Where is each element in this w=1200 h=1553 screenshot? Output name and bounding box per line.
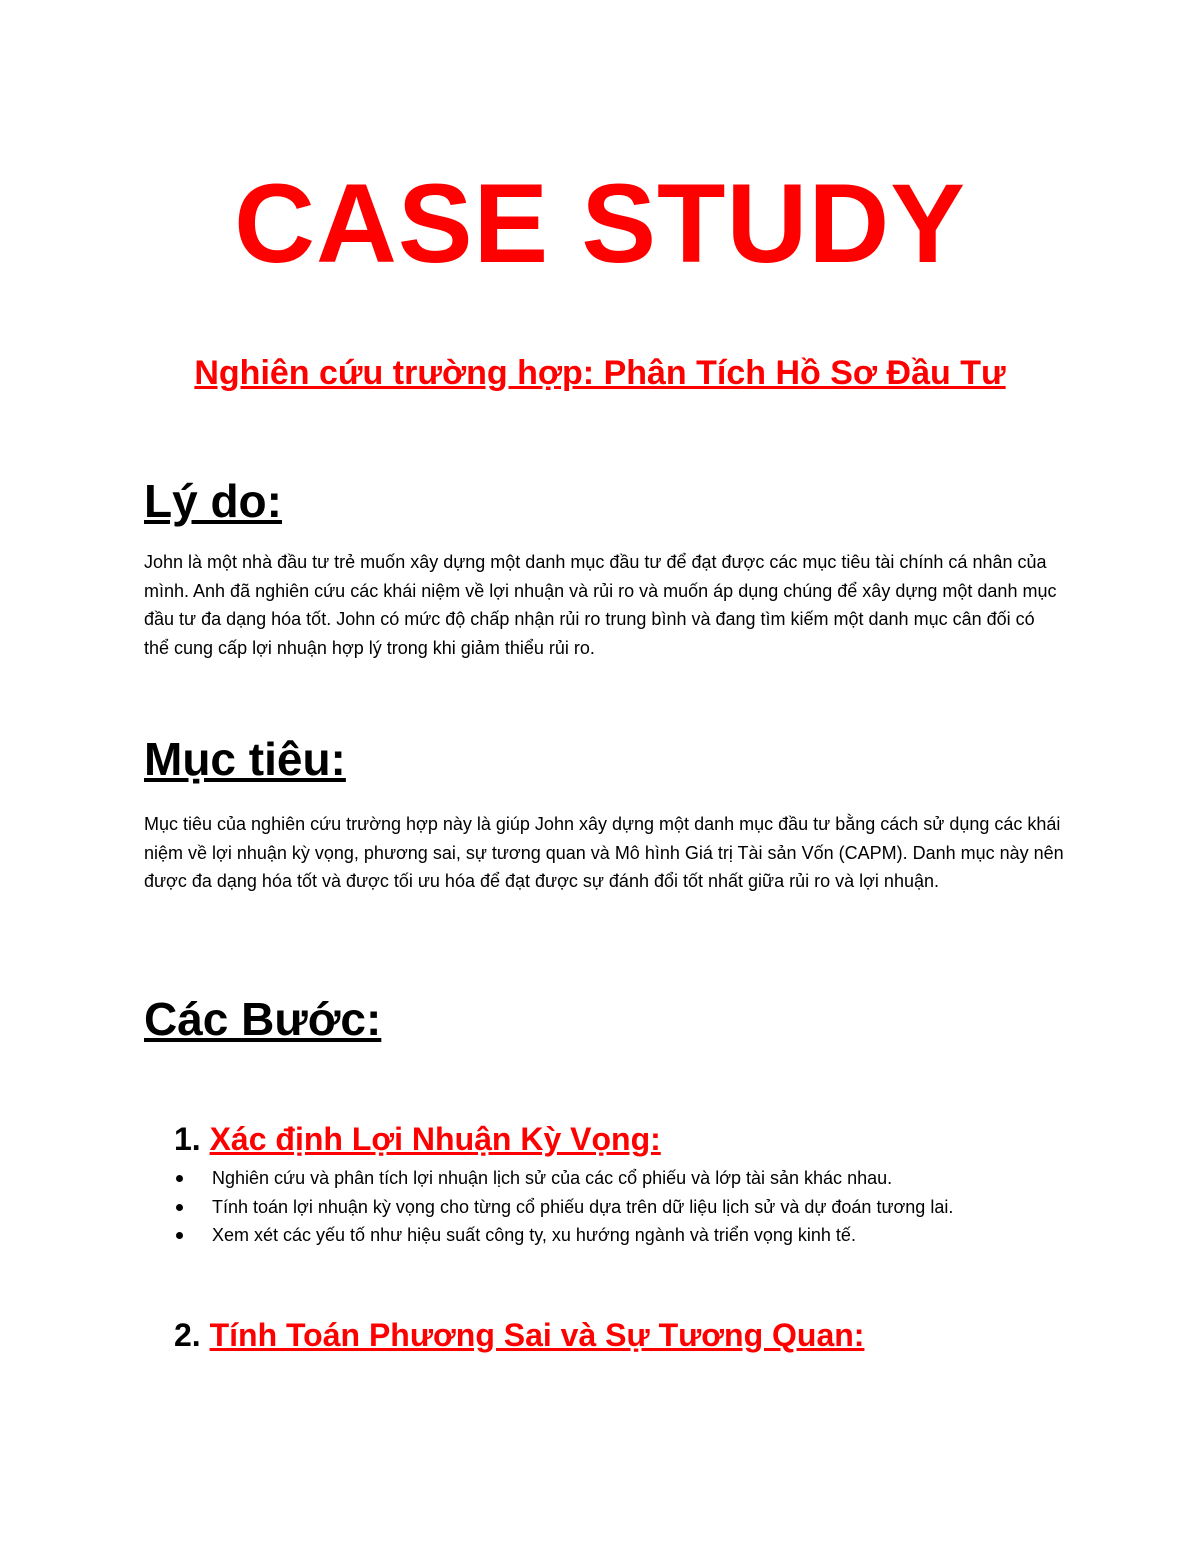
bullet-icon bbox=[176, 1204, 183, 1211]
list-item-text: Nghiên cứu và phân tích lợi nhuận lịch sử của các cổ phiếu và lớp tài sản khác nhau. bbox=[212, 1168, 893, 1188]
step-heading-1 bbox=[174, 1122, 661, 1157]
list-item bbox=[174, 1193, 1074, 1222]
section-heading-steps: Các Bước: bbox=[144, 993, 382, 1045]
step-title: Tính Toán Phương Sai và Sự Tương Quan: bbox=[209, 1317, 865, 1353]
list-item-text: Tính toán lợi nhuận kỳ vọng cho từng cổ phiếu dựa trên dữ liệu lịch sử và dự đoán tương lai. bbox=[212, 1196, 954, 1217]
list-item bbox=[174, 1164, 1074, 1193]
list-item-text: Xem xét các yếu tố như hiệu suất công ty, xu hướng ngành và triển vọng kinh tế. bbox=[212, 1225, 856, 1245]
list-item bbox=[174, 1221, 1074, 1250]
step-title: Xác định Lợi Nhuận Kỳ Vọng: bbox=[209, 1121, 661, 1157]
step-1-bullet-list bbox=[174, 1164, 1074, 1250]
step-heading-2 bbox=[174, 1318, 864, 1353]
section-heading-objective: Mục tiêu: bbox=[144, 733, 346, 785]
bullet-icon bbox=[176, 1232, 183, 1239]
document-subtitle: Nghiên cứu trường hợp: Phân Tích Hồ Sơ Đầu Tư bbox=[194, 354, 1006, 392]
document-title: CASE STUDY bbox=[234, 161, 966, 286]
section-body-objective: Mục tiêu của nghiên cứu trường hợp này là giúp John xây dựng một danh mục đầu tư bằng cách sử dụng các khái niệm về lợi nhuận kỳ vọng, phương sai, sự tương quan và Mô hình Giá trị Tài sản Vốn (CAPM). Danh mục này nên được đa dạng hóa tốt và được tối ưu hóa để đạt được sự đánh đổi tốt nhất giữa rủi ro và lợi nhuận. bbox=[144, 814, 1064, 891]
section-heading-reason: Lý do: bbox=[144, 475, 282, 527]
step-number: 1. bbox=[174, 1121, 201, 1157]
bullet-icon bbox=[176, 1175, 183, 1182]
section-body-reason: John là một nhà đầu tư trẻ muốn xây dựng một danh mục đầu tư để đạt được các mục tiêu tài chính cá nhân của mình. Anh đã nghiên cứu các khái niệm về lợi nhuận và rủi ro và muốn áp dụng chúng để xây dựng một danh mục đầu tư đa dạng hóa tốt. John có mức độ chấp nhận rủi ro trung bình và đang tìm kiếm một danh mục cân đối có thể cung cấp lợi nhuận hợp lý trong khi giảm thiểu rủi ro. bbox=[144, 552, 1057, 658]
step-number: 2. bbox=[174, 1317, 201, 1353]
